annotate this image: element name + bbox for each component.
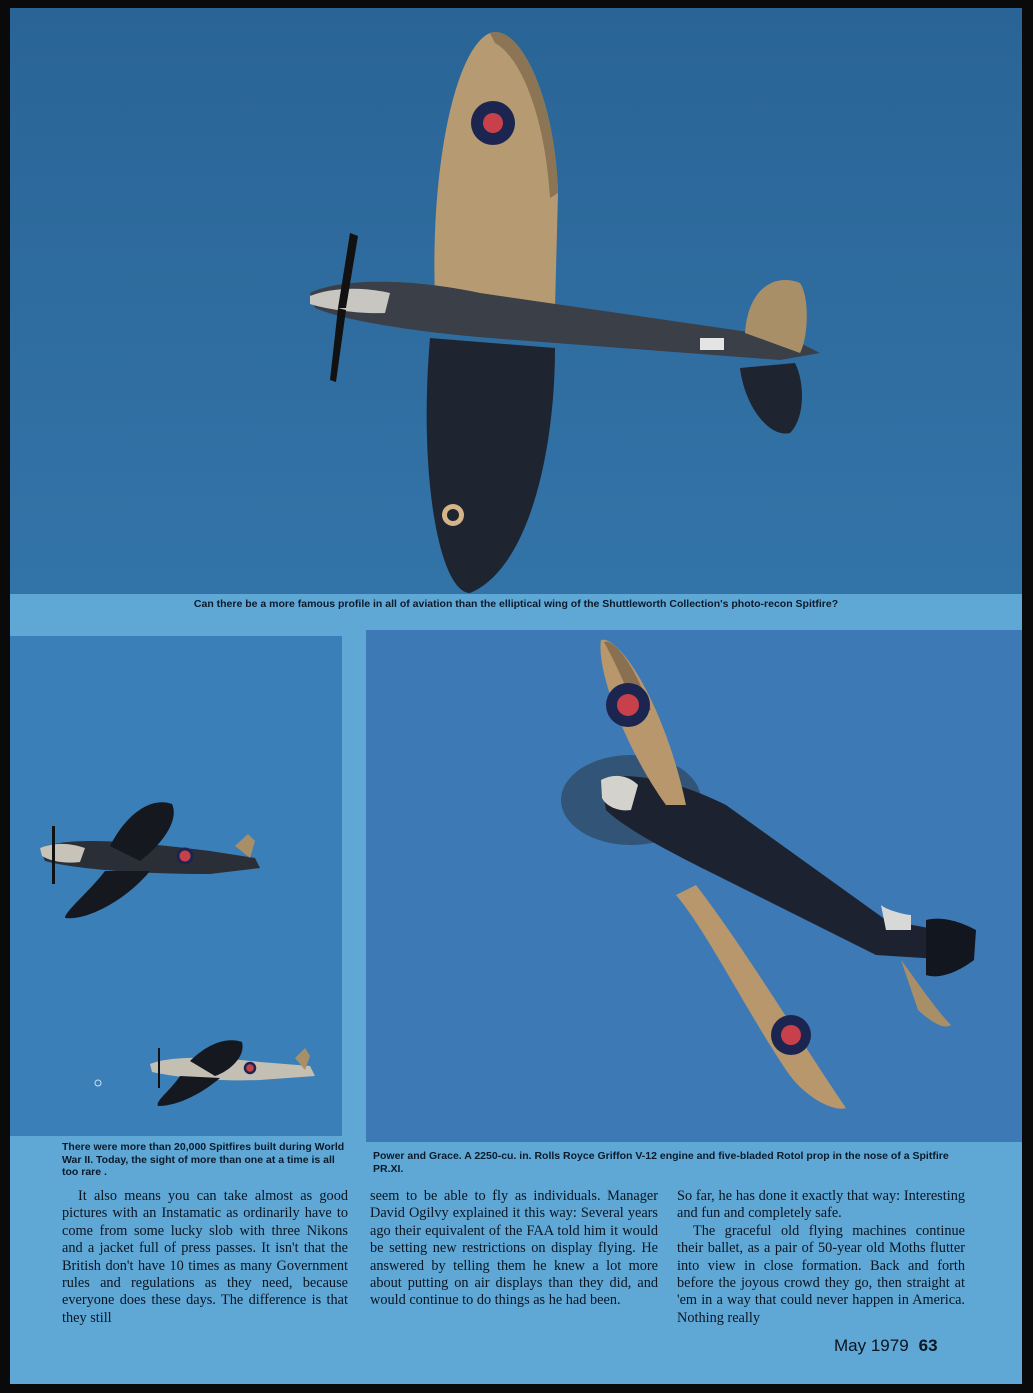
photo-spitfire-overhead	[10, 8, 1022, 594]
magazine-page	[10, 8, 1022, 1384]
caption-top: Can there be a more famous profile in all of aviation than the elliptical wing of the Shuttleworth Collection's photo-recon Spitfire?	[193, 598, 839, 610]
caption-left: There were more than 20,000 Spitfires built during World War II. Today, the sight of more than one at a time is all too rare .	[62, 1141, 345, 1178]
body-paragraph: So far, he has done it exactly that way: Interesting and fun and completely safe.	[677, 1188, 965, 1222]
body-column-2	[370, 1188, 658, 1310]
photo-spitfire-banking	[366, 630, 1022, 1142]
body-paragraph: The graceful old flying machines continue their ballet, as a pair of 50-year old Moths flutter into view in close formation. Back and forth before the joyous crowd they go, then straight at 'em in a way that could never happen in America. Nothing really	[677, 1222, 965, 1326]
page-folio	[834, 1336, 938, 1356]
spitfire-overhead-image	[10, 8, 1022, 594]
page-number: 63	[918, 1336, 938, 1355]
issue-date: May 1979	[834, 1336, 909, 1355]
photo-two-spitfires	[10, 636, 342, 1136]
body-paragraph: seem to be able to fly as individuals. Manager David Ogilvy explained it this way: Several years ago their equivalent of the FAA told him it would be setting new restrictions on display flying. He answered by telling them he knew a lot more about putting on air displays than they did, and would continue to do things as he had been.	[370, 1188, 658, 1309]
two-spitfires-image	[10, 636, 342, 1136]
body-paragraph: It also means you can take almost as good pictures with an Instamatic as ordinarily have to come from some lucky slob with three Nikons and a jacket full of press passes. It isn't that the British don't have 10 times as many Government rules and regulations as they need, because everyone does these days. The difference is that they still	[62, 1188, 348, 1326]
body-column-3	[677, 1188, 965, 1327]
caption-right: Power and Grace. A 2250-cu. in. Rolls Royce Griffon V-12 engine and five-bladed Rotol prop in the nose of a Spitfire PR.XI.	[373, 1150, 949, 1175]
body-column-1	[62, 1188, 348, 1327]
spitfire-banking-image	[366, 630, 1022, 1142]
